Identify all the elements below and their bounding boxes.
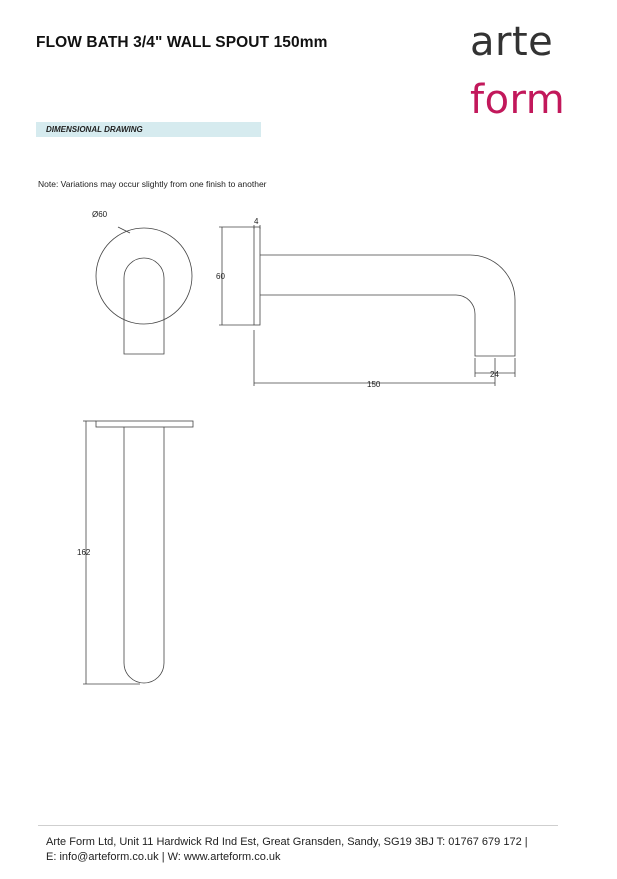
top-spout-outline	[124, 427, 164, 683]
side-spout-outline	[260, 255, 515, 356]
dim-label-thickness: 4	[254, 217, 259, 226]
footer-divider	[38, 825, 558, 826]
logo-text-bottom: form	[470, 77, 566, 123]
footer-address: Arte Form Ltd, Unit 11 Hardwick Rd Ind Est, Great Gransden, Sandy, SG19 3BJ T: 01767 679 172 |	[46, 836, 528, 848]
dim-label-height: 60	[216, 272, 225, 281]
dim-label-diameter: Ø60	[92, 210, 108, 219]
finish-note: Note: Variations may occur slightly from one finish to another	[38, 179, 267, 189]
side-view	[219, 225, 515, 386]
section-heading: DIMENSIONAL DRAWING	[36, 122, 261, 137]
top-plate	[96, 421, 193, 427]
plate-outline	[96, 228, 192, 324]
logo-text-top: arte	[470, 19, 554, 65]
dim-label-outlet: 24	[490, 370, 499, 379]
front-spout-outline	[124, 258, 164, 354]
footer-contact: E: info@arteform.co.uk | W: www.arteform.co.uk	[46, 851, 281, 863]
dim-label-projection: 150	[367, 380, 381, 389]
front-view	[96, 227, 192, 354]
dim-label-length: 162	[77, 548, 91, 557]
page-title: FLOW BATH 3/4" WALL SPOUT 150mm	[36, 34, 328, 51]
top-view	[83, 421, 193, 684]
side-plate	[254, 227, 260, 325]
